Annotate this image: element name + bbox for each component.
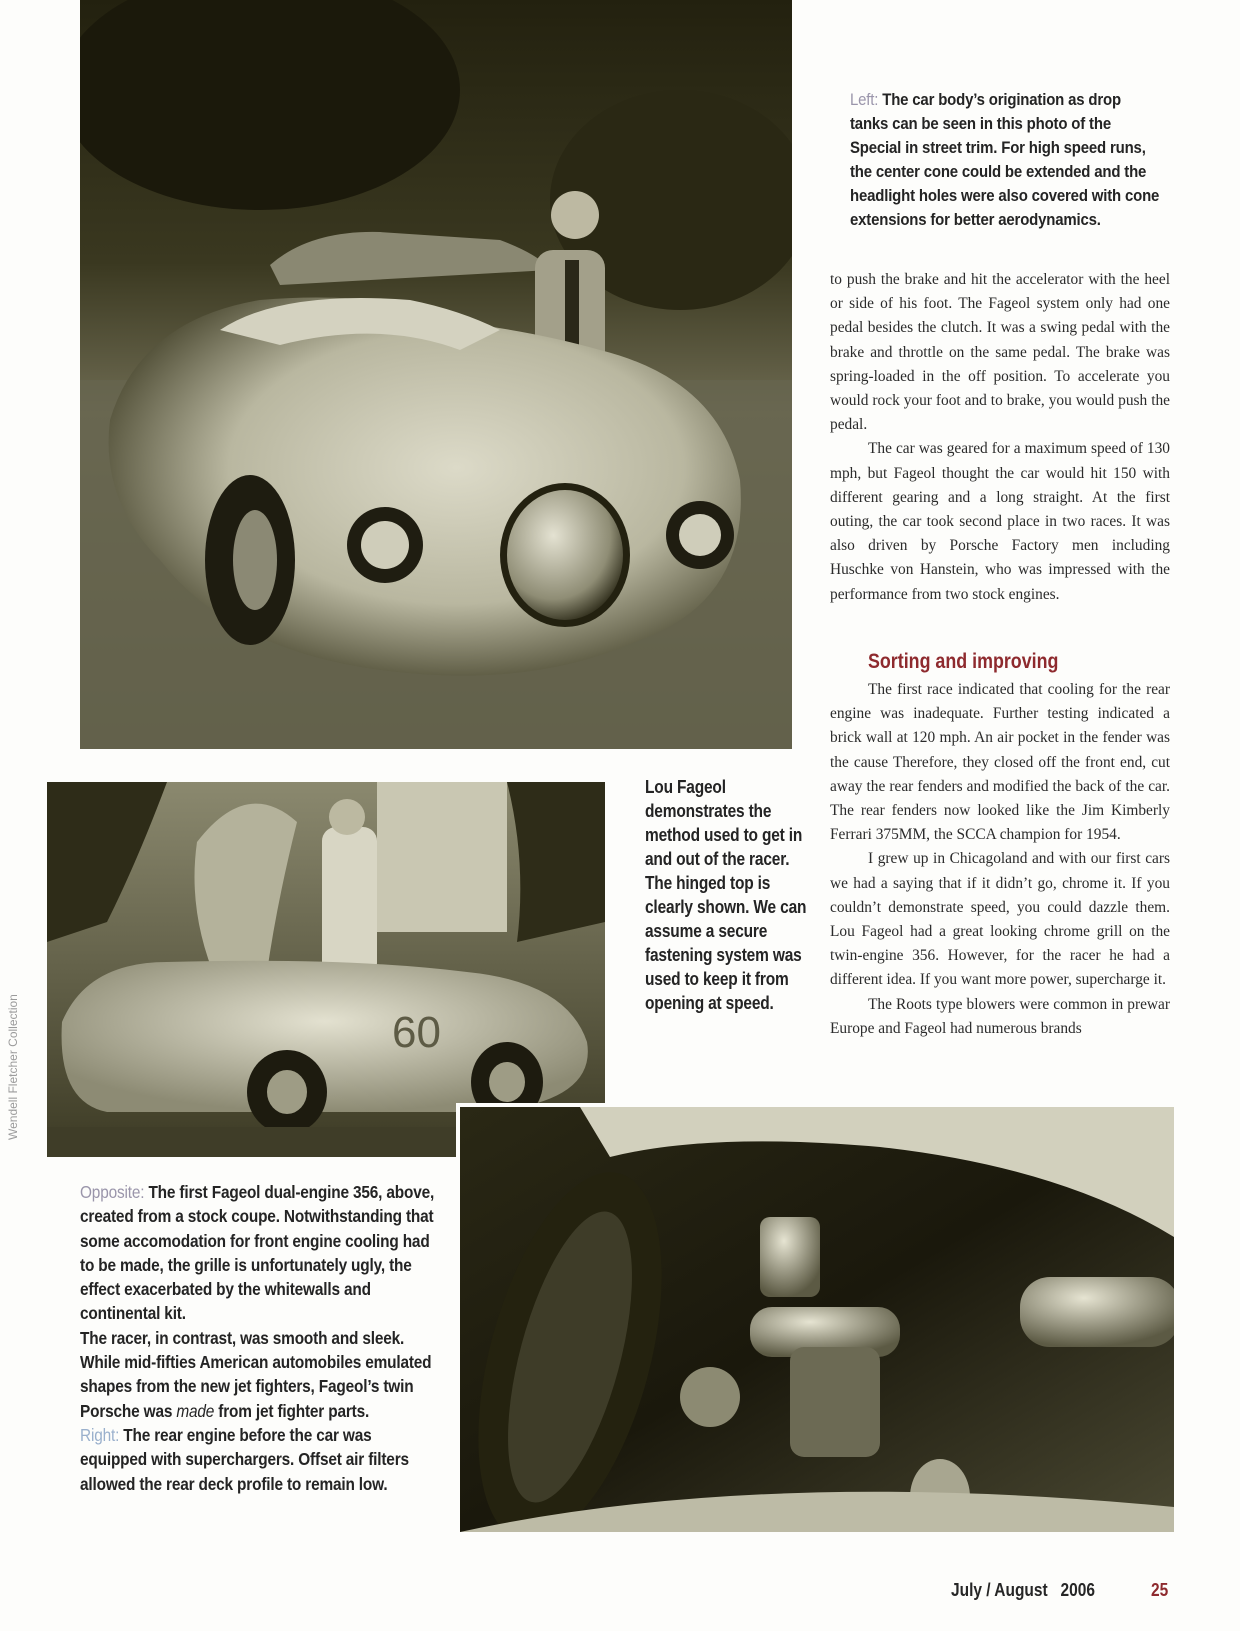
article-paragraph: The first race indicated that cooling for the rear engine was inadequate. Further testing indicated a brick wall at 120 mph. An air pocket in the fender was the cause Therefore, they closed off the front end, cut away the rear fenders and modified the back of the car. The rear fenders now looked like the Jim Kimberly Ferrari 375MM, the SCCA champion for 1954. [830,681,1170,844]
racer-street-trim-image [80,0,792,749]
article-paragraph: The car was geared for a maximum speed of 130 mph, but Fageol thought the car would hit 150 with different gearing and a long straight. At the first outing, the car took second place in two races. It was also driven by Porsche Factory men including Huschke von Hanstein, who was impressed with the performance from two stock engines. [830,440,1170,603]
race-number: 60 [392,1008,441,1057]
article-paragraph: I grew up in Chicagoland and with our first cars we had a saying that if it didn’t go, chrome it. If you couldn’t demonstrate speed, you could dazzle them. Lou Fageol had a great looking chrome grill on the twin-engine 356. However, for the racer he had a different idea. If you want more power, supercharge it. [830,850,1170,989]
caption-middle-text: Lou Fageol demonstrates the method used to get in and out of the racer. The hinged top is clearly shown. We can assume a secure fastening system was used to keep it from opening at speed. [645,777,807,1013]
caption-label-opposite: Opposite: [80,1182,145,1202]
caption-right-text: The rear engine before the car was equipped with superchargers. Offset air filters allowed the rear deck profile to remain low. [80,1424,409,1494]
caption-label-left: Left: [850,90,879,109]
caption-left-text: The car body’s origination as drop tanks can be seen in this photo of the Special in street trim. For high speed runs, the center cone could be extended and the headlight holes were also covered with cone extensions for better aerodynamics. [850,90,1160,229]
caption-left-photo [850,88,1160,232]
caption-racer-text-end: from jet fighter parts. [218,1400,370,1421]
caption-racer-text: The racer, in contrast, was smooth and sleek. While mid-fifties American automobiles emulated shapes from the new jet fighters, Fageol’s twin Porsche was [80,1327,432,1421]
rear-engine-image [460,1107,1174,1532]
article-paragraph: The Roots type blowers were common in prewar Europe and Fageol had numerous brands [830,995,1170,1037]
footer-page-number: 25 [1151,1580,1169,1600]
article-column-lower [830,648,1170,1041]
photo-credit: Wendell Fletcher Collection [6,994,20,1140]
photo-fageol-entering-racer [47,782,605,1157]
caption-middle-photo [645,775,817,1015]
caption-opposite-text: The first Fageol dual-engine 356, above, created from a stock coupe. Notwithstanding that some accomodation for front engine cooling had to be made, the grille is unfortunately ugly, the effect exacerbated by the whitewalls and continental kit. [80,1182,435,1324]
article-paragraph: to push the brake and hit the accelerator with the heel or side of his foot. The Fageol system only had one pedal besides the clutch. It was a swing pedal with the brake and throttle on the same pedal. The brake was spring-loaded in the off position. To accelerate you would rock your foot and to brake, you would push the pedal. [830,271,1170,434]
photo-racer-street-trim [80,0,792,749]
fageol-entering-racer-image [47,782,605,1157]
article-column-upper [830,268,1170,607]
photo-rear-engine [456,1103,1178,1536]
caption-emphasis: made [176,1400,215,1421]
footer-issue-date: July / August 2006 [951,1580,1095,1600]
caption-label-right: Right: [80,1424,120,1445]
section-heading: Sorting and improving [868,650,1059,673]
caption-opposite-right [80,1180,441,1496]
